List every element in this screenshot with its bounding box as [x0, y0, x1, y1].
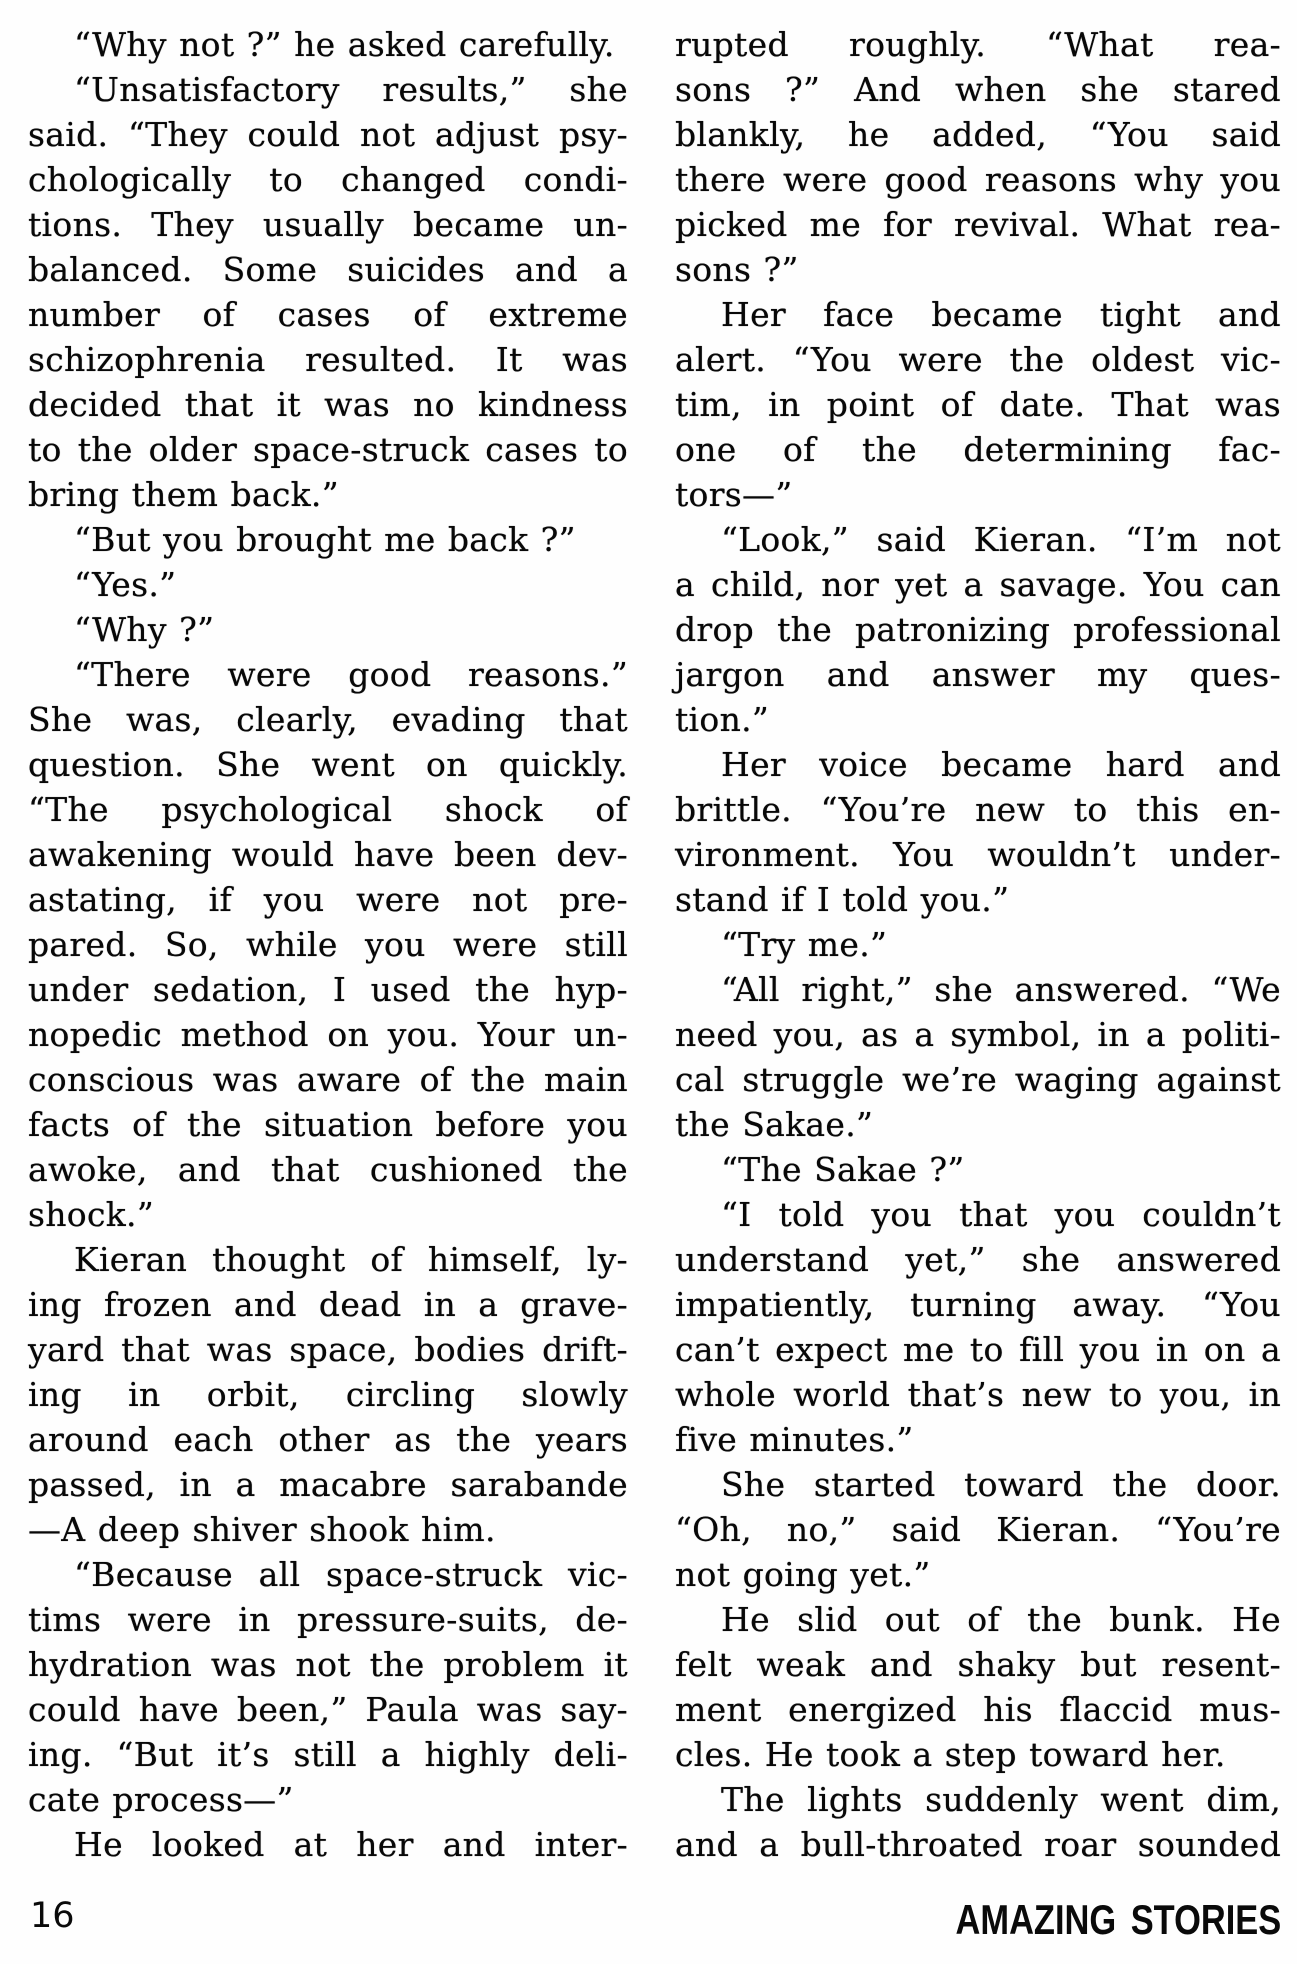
- text-line: hydration was not the problem it: [28, 1645, 628, 1684]
- text-line: ment energized his flaccid mus-: [675, 1690, 1281, 1729]
- text-line: “Oh, no,” said Kieran. “You’re: [675, 1510, 1281, 1549]
- text-line: whole world that’s new to you, in: [675, 1375, 1281, 1414]
- text-line: conscious was aware of the main: [28, 1060, 628, 1099]
- text-line: “Why not ?” he asked carefully.: [74, 25, 615, 64]
- text-line: “I told you that you couldn’t: [721, 1195, 1281, 1234]
- text-line: ing frozen and dead in a grave-: [28, 1285, 628, 1324]
- text-line: “There were good reasons.”: [74, 655, 628, 694]
- text-line: cal struggle we’re waging against: [675, 1060, 1281, 1099]
- right-text-column: [675, 22, 1281, 1867]
- text-line: the Sakae.”: [675, 1105, 874, 1144]
- text-line: number of cases of extreme: [28, 295, 628, 334]
- text-line: brittle. “You’re new to this en-: [675, 790, 1281, 829]
- text-line: shock.”: [28, 1195, 154, 1234]
- text-line: alert. “You were the oldest vic-: [675, 340, 1281, 379]
- text-line: He slid out of the bunk. He: [721, 1600, 1281, 1639]
- text-line: “All right,” she answered. “We: [721, 970, 1281, 1009]
- text-line: He looked at her and inter-: [74, 1825, 628, 1864]
- text-line: “Because all space-struck vic-: [74, 1555, 628, 1594]
- text-line: The lights suddenly went dim,: [721, 1780, 1281, 1819]
- text-line: there were good reasons why you: [675, 160, 1281, 199]
- text-line: nopedic method on you. Your un-: [28, 1015, 628, 1054]
- text-line: felt weak and shaky but resent-: [675, 1645, 1281, 1684]
- text-line: awoke, and that cushioned the: [28, 1150, 628, 1189]
- text-line: Kieran thought of himself, ly-: [74, 1240, 628, 1279]
- page-number: 16: [30, 1896, 75, 1936]
- text-line: one of the determining fac-: [675, 430, 1281, 469]
- text-line: awakening would have been dev-: [28, 835, 628, 874]
- text-line: “But you brought me back ?”: [74, 520, 576, 559]
- text-line: cles. He took a step toward her.: [675, 1735, 1226, 1774]
- text-line: She started toward the door.: [721, 1465, 1281, 1504]
- text-line: to the older space-struck cases to: [28, 430, 628, 469]
- text-line: yard that was space, bodies drift-: [28, 1330, 628, 1369]
- text-line: could have been,” Paula was say-: [28, 1690, 628, 1729]
- text-line: decided that it was no kindness: [28, 385, 628, 424]
- text-line: tim, in point of date. That was: [675, 385, 1281, 424]
- text-line: sons ?”: [675, 250, 799, 289]
- text-line: Her face became tight and: [721, 295, 1281, 334]
- text-line: ing. “But it’s still a highly deli-: [28, 1735, 628, 1774]
- text-line: rupted roughly. “What rea-: [675, 25, 1281, 64]
- text-line: stand if I told you.”: [675, 880, 1010, 919]
- text-line: “Unsatisfactory results,” she: [74, 70, 628, 109]
- text-line: said. “They could not adjust psy-: [28, 115, 628, 154]
- text-line: Her voice became hard and: [721, 745, 1281, 784]
- text-line: pared. So, while you were still: [28, 925, 628, 964]
- text-line: tion.”: [675, 700, 770, 739]
- text-line: around each other as the years: [28, 1420, 628, 1459]
- text-line: “Try me.”: [721, 925, 888, 964]
- text-line: “The psychological shock of: [28, 790, 628, 829]
- text-line: a child, nor yet a savage. You can: [675, 565, 1281, 604]
- text-line: She was, clearly, evading that: [28, 700, 628, 739]
- text-line: under sedation, I used the hyp-: [28, 970, 628, 1009]
- text-line: tims were in pressure-suits, de-: [28, 1600, 628, 1639]
- text-line: chologically to changed condi-: [28, 160, 628, 199]
- text-line: and a bull-throated roar sounded: [675, 1825, 1281, 1864]
- text-line: sons ?” And when she stared: [675, 70, 1281, 109]
- text-line: understand yet,” she answered: [675, 1240, 1281, 1279]
- text-line: facts of the situation before you: [28, 1105, 628, 1144]
- text-line: “The Sakae ?”: [721, 1150, 965, 1189]
- text-line: balanced. Some suicides and a: [28, 250, 628, 289]
- text-line: jargon and answer my ques-: [675, 655, 1281, 694]
- text-line: need you, as a symbol, in a politi-: [675, 1015, 1281, 1054]
- text-line: drop the patronizing professional: [675, 610, 1281, 649]
- text-line: vironment. You wouldn’t under-: [675, 835, 1281, 874]
- text-line: can’t expect me to fill you in on a: [675, 1330, 1281, 1369]
- text-line: schizophrenia resulted. It was: [28, 340, 628, 379]
- text-line: “Why ?”: [74, 610, 215, 649]
- text-line: impatiently, turning away. “You: [675, 1285, 1281, 1324]
- text-line: —A deep shiver shook him.: [28, 1510, 496, 1549]
- text-line: “Yes.”: [74, 565, 177, 604]
- text-line: ing in orbit, circling slowly: [28, 1375, 628, 1414]
- text-line: blankly, he added, “You said: [675, 115, 1281, 154]
- text-line: not going yet.”: [675, 1555, 931, 1594]
- text-line: tors—”: [675, 475, 793, 514]
- text-line: astating, if you were not pre-: [28, 880, 628, 919]
- text-line: bring them back.”: [28, 475, 339, 514]
- text-line: five minutes.”: [675, 1420, 914, 1459]
- text-line: question. She went on quickly.: [28, 745, 628, 784]
- text-line: picked me for revival. What rea-: [675, 205, 1281, 244]
- magazine-title: AMAZING STORIES: [955, 1896, 1281, 1943]
- left-text-column: [28, 22, 628, 1867]
- text-line: “Look,” said Kieran. “I’m not: [721, 520, 1281, 559]
- text-line: cate process—”: [28, 1780, 294, 1819]
- text-line: tions. They usually became un-: [28, 205, 628, 244]
- text-line: passed, in a macabre sarabande: [28, 1465, 628, 1504]
